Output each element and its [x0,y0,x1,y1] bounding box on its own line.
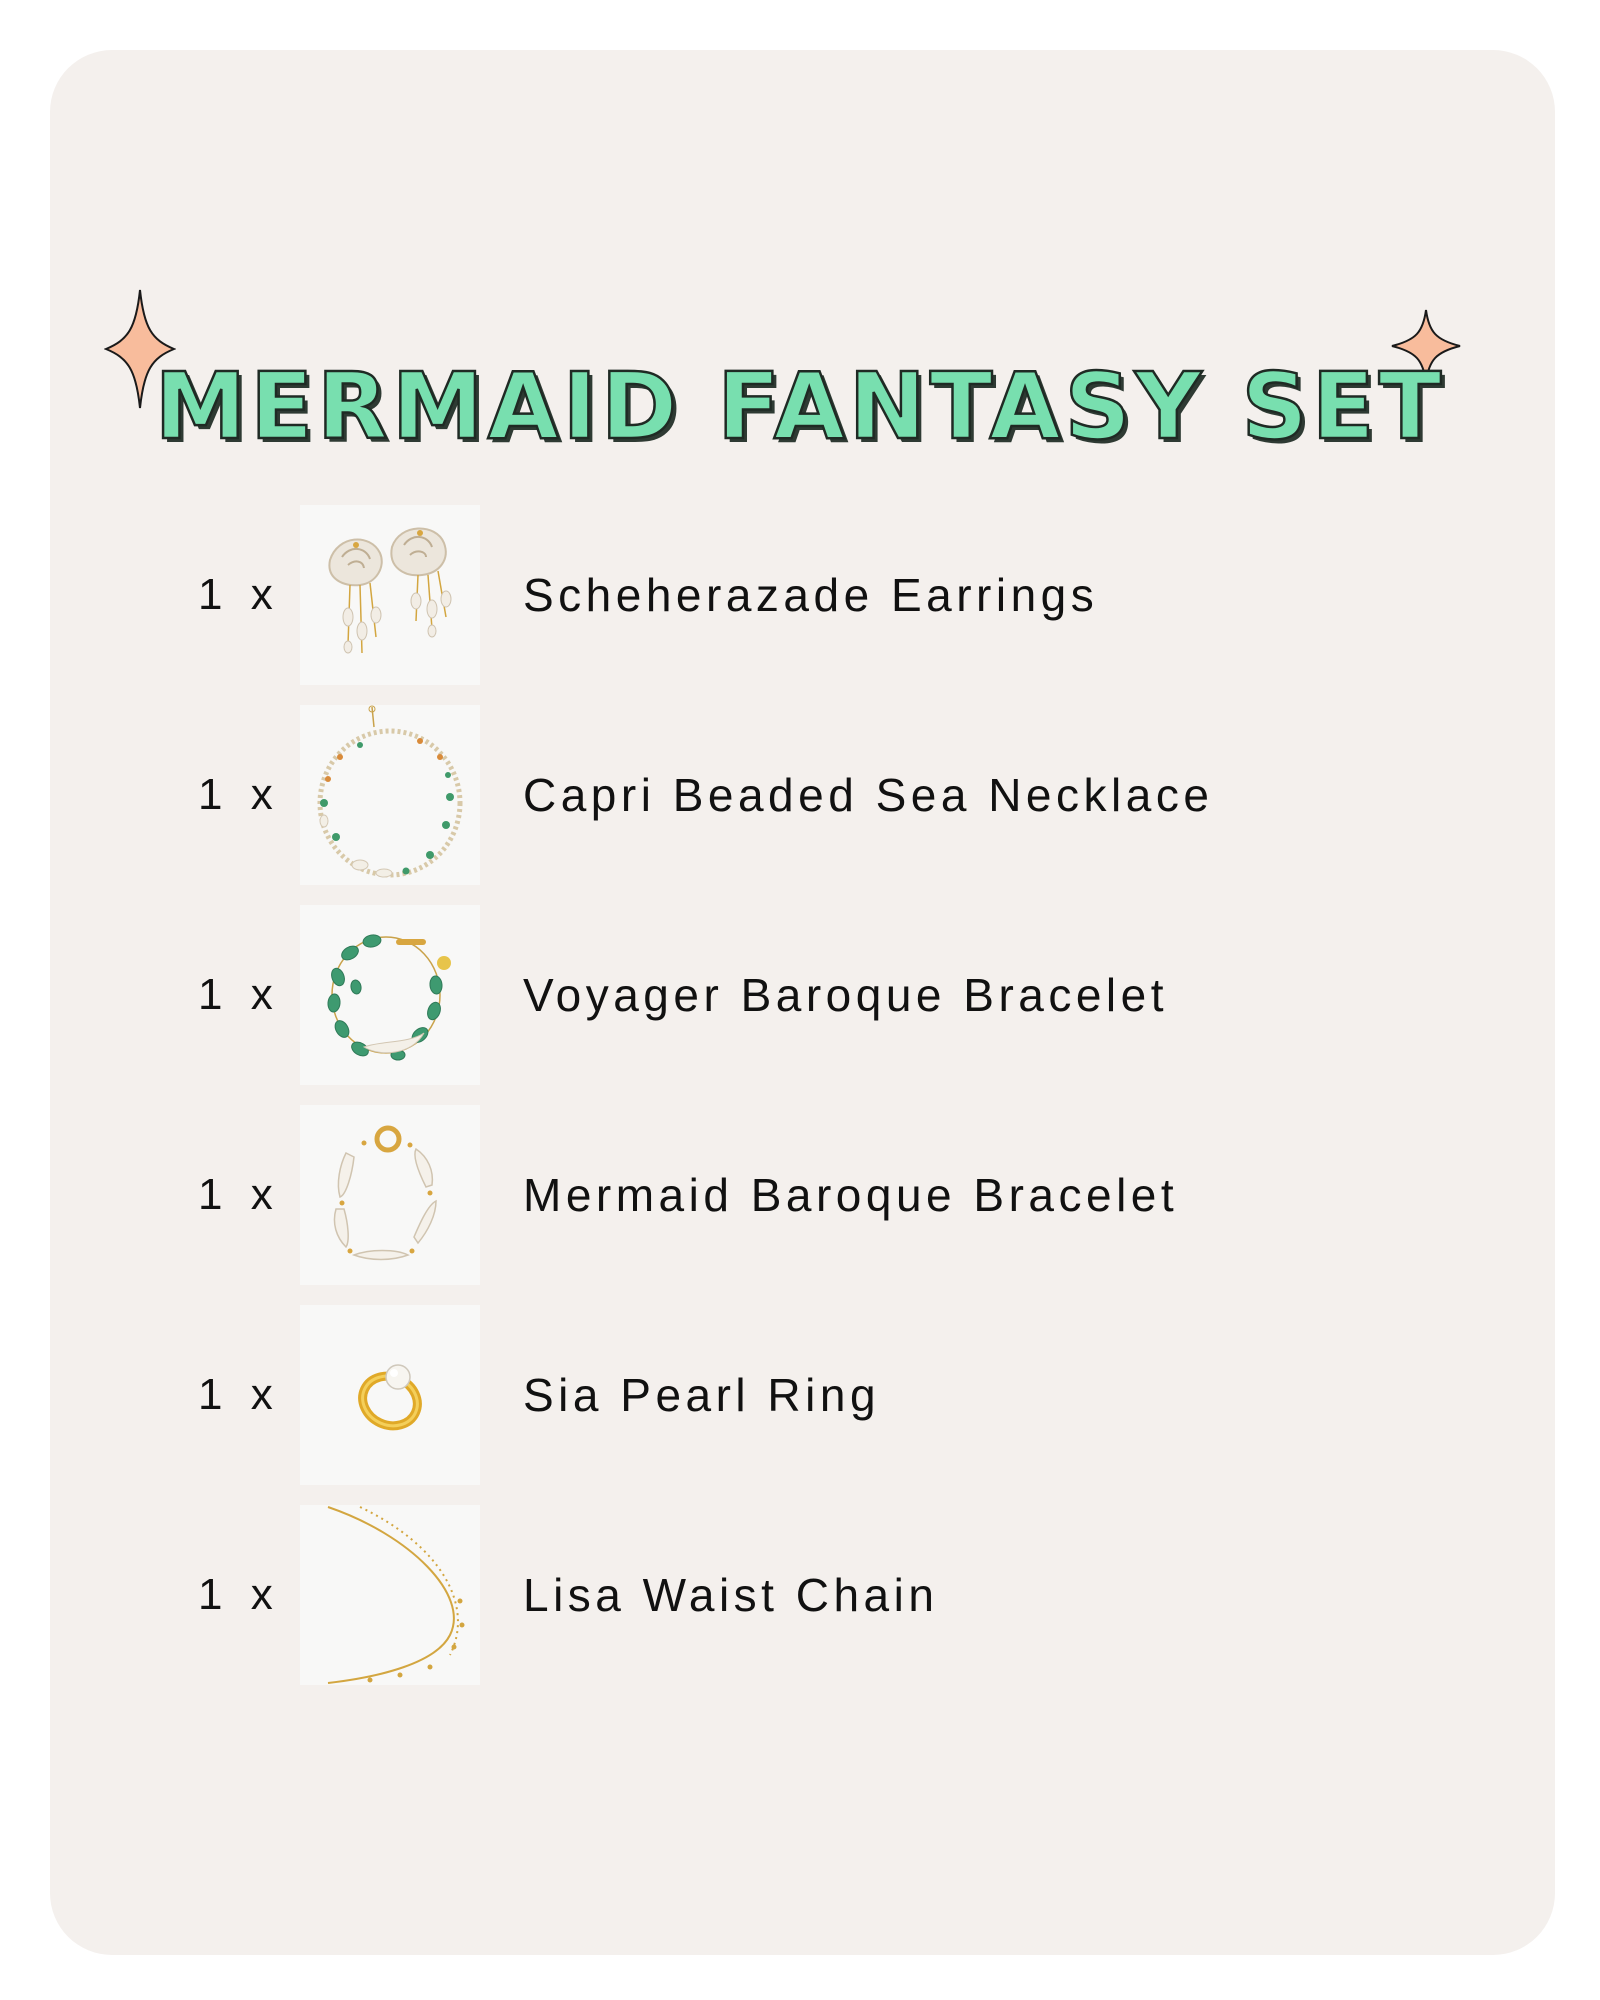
beaded-necklace-image [300,705,480,885]
item-name: Sia Pearl Ring [523,1369,881,1421]
item-quantity: 1 x [198,1570,281,1619]
waist-chain-image [300,1505,480,1685]
item-name: Mermaid Baroque Bracelet [523,1169,1179,1221]
list-item [0,1105,1600,1285]
item-name: Lisa Waist Chain [523,1569,939,1621]
list-item [0,905,1600,1085]
page-title: MERMAID FANTASY SET [154,353,1446,460]
item-quantity: 1 x [198,570,281,619]
list-item [0,1505,1600,1685]
item-quantity: 1 x [198,970,281,1019]
shell-earrings-image [300,505,480,685]
pearl-bracelet-image [300,1105,480,1285]
green-stone-bracelet-image [300,905,480,1085]
pearl-ring-image [300,1305,480,1485]
list-item [0,505,1600,685]
item-name: Voyager Baroque Bracelet [523,969,1169,1021]
item-name: Capri Beaded Sea Necklace [523,769,1214,821]
item-quantity: 1 x [198,1170,281,1219]
list-item [0,1305,1600,1485]
list-item [0,705,1600,885]
item-quantity: 1 x [198,770,281,819]
item-name: Scheherazade Earrings [523,569,1099,621]
item-quantity: 1 x [198,1370,281,1419]
